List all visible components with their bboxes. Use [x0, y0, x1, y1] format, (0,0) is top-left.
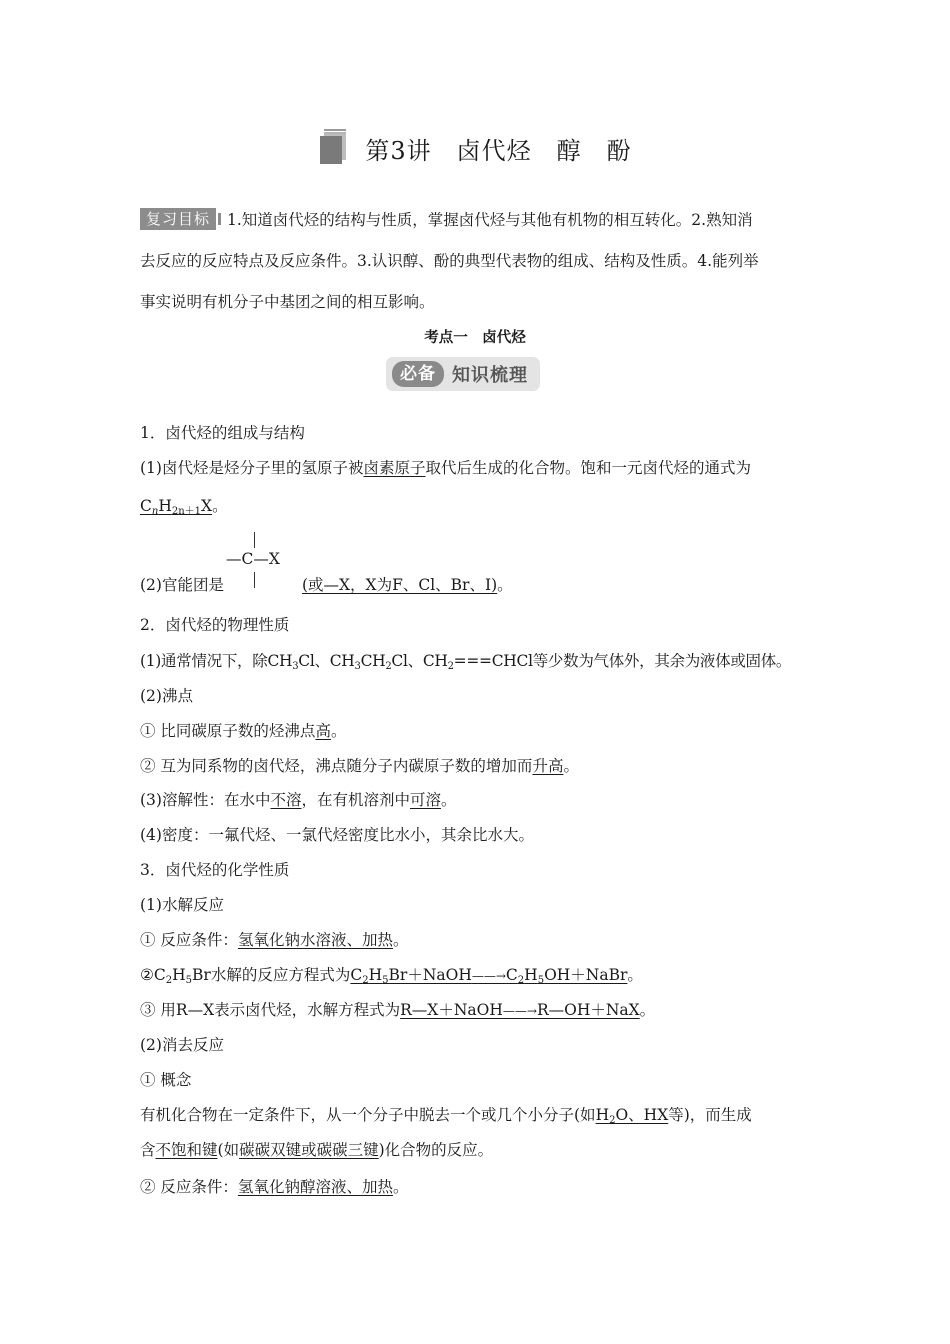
- title-row: [0, 128, 950, 168]
- s1-heading: 1．卤代烃的组成与结构: [140, 424, 305, 442]
- s3-elim: (2)消去反应: [140, 1036, 224, 1054]
- s2-bp1: ① 比同碳原子数的烃沸点高。: [140, 722, 347, 740]
- s3-e-p1: 有机化合物在一定条件下，从一个分子中脱去一个或几个小分子(如$H_2O$、HX等)，而生成: [140, 1106, 752, 1126]
- functional-group-structure: —C—X: [226, 532, 316, 592]
- objectives-line-1: 1.知道卤代烃的结构与性质，掌握卤代烃与其他有机物的相互转化。2.熟知消: [227, 211, 753, 229]
- s3-e1: ① 概念: [140, 1071, 192, 1089]
- s3-e2: ② 反应条件：氢氧化钠醇溶液、加热。: [140, 1178, 409, 1196]
- knowledge-badge: [386, 357, 540, 391]
- objectives-line-2: 去反应的反应特点及反应条件。3.认识醇、酚的典型代表物的组成、结构及性质。4.能列举: [140, 252, 759, 270]
- badge-right: 知识梳理: [452, 365, 528, 386]
- s3-hyd: (1)水解反应: [140, 896, 224, 914]
- section-title: 考点一 卤代烃: [424, 330, 526, 346]
- s2-bp2: ② 互为同系物的卤代烃，沸点随分子内碳原子数的增加而升高。: [140, 757, 579, 775]
- s2-p1: (1)通常情况下，除$CH_3Cl$、$CH_3CH_2Cl$、$CH_2===CHCl$等少数为气体外，其余为液体或固体。: [140, 652, 792, 672]
- s2-sol: (3)溶解性：在水中不溶，在有机溶剂中可溶。: [140, 791, 457, 809]
- s3-h3: ③ 用R—X表示卤代烃，水解方程式为R—X＋NaOH——→R—OH＋NaX。: [140, 1001, 656, 1019]
- s3-heading: 3．卤代烃的化学性质: [140, 861, 290, 879]
- general-formula: $C_nH_{2n+1}X$。: [140, 497, 228, 517]
- badge-left: 必备: [392, 361, 444, 387]
- page-title: 第3讲 卤代烃 醇 酚: [365, 136, 632, 165]
- s3-e-p2: 含不饱和键(如碳碳双键或碳碳三键)化合物的反应。: [140, 1141, 494, 1159]
- review-objectives: [140, 200, 810, 323]
- s2-den: (4)密度：一氟代烃、一氯代烃密度比水小，其余比水大。: [140, 826, 534, 844]
- s1-p1: (1)卤代烃是烃分子里的氢原子被卤素原子取代后生成的化合物。饱和一元卤代烃的通式为: [140, 459, 751, 477]
- s2-bp: (2)沸点: [140, 687, 193, 705]
- objectives-line-3: 事实说明有机分子中基团之间的相互影响。: [140, 293, 435, 311]
- book-icon: [318, 128, 350, 168]
- s2-heading: 2．卤代烃的物理性质: [140, 616, 290, 634]
- objectives-tag: 复习目标: [140, 208, 216, 230]
- tag-bar: [218, 213, 221, 225]
- s3-h2: $②C_2H_5Br$水解的反应方程式为$C_2H_5Br+NaOH——\to C_2H_5OH+NaBr$。: [140, 966, 643, 986]
- s1-p2: (2)官能团是 (或—X，X为F、Cl、Br、I)。: [140, 576, 513, 594]
- s3-h1: ① 反应条件：氢氧化钠水溶液、加热。: [140, 931, 409, 949]
